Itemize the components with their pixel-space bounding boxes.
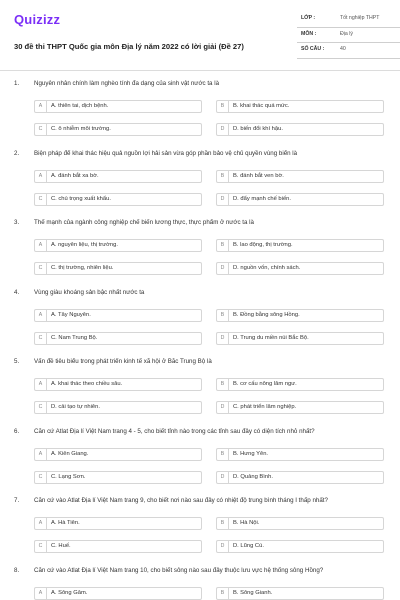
option-c[interactable] — [34, 471, 202, 484]
option-text: C. thị trường, nhiên liệu. — [51, 265, 114, 271]
question-text: Căn cứ vào Atlat Địa lí Việt Nam trang 9, cho biết nơi nào sau đây có nhiệt độ trung bình tháng I thấp nhất? — [34, 497, 328, 504]
option-letter: A — [35, 588, 47, 600]
question-number: 2. — [14, 149, 20, 157]
option-letter: A — [35, 101, 47, 113]
question-number: 3. — [14, 219, 20, 226]
option-letter: A — [35, 449, 47, 461]
option-letter: A — [35, 310, 47, 322]
question-text: Căn cứ vào Atlat Địa lí Việt Nam trang 10, cho biết sông nào sau đây thuộc lưu vực hệ thống sông Hồng? — [34, 566, 324, 574]
meta-key: LỚP : — [301, 15, 316, 21]
option-a[interactable] — [34, 100, 202, 113]
question-text: Nguyên nhân chính làm nghèo tính đa dạng của sinh vật nước ta là — [34, 80, 220, 87]
question-6 — [14, 428, 386, 490]
option-text: A. Sông Gâm. — [51, 589, 88, 596]
option-text: D. đẩy mạnh chế biến. — [233, 195, 292, 202]
option-d[interactable] — [216, 262, 384, 275]
option-text: D. biến đổi khí hậu. — [233, 126, 283, 132]
option-text: A. Kiên Giang. — [51, 450, 89, 457]
option-text: B. Đồng bằng sông Hồng. — [233, 311, 300, 318]
option-d[interactable] — [216, 193, 384, 206]
option-a[interactable] — [34, 517, 202, 530]
question-number: 8. — [14, 566, 20, 574]
meta-value: Tốt nghiệp THPT — [340, 15, 380, 21]
option-text: C. chú trọng xuất khẩu. — [51, 195, 111, 202]
option-text: D. Quảng Bình. — [233, 473, 273, 480]
option-letter: C — [35, 333, 47, 345]
option-text: A. Tây Nguyên. — [51, 311, 91, 318]
option-b[interactable] — [216, 309, 384, 322]
option-letter: A — [35, 379, 47, 391]
question-text: Biện pháp để khai thác hiệu quả nguồn lợi hải sản vừa góp phần bảo vệ chủ quyền vùng biển là — [34, 149, 298, 157]
option-letter: D — [217, 263, 229, 275]
option-text: D. nguồn vốn, chính sách. — [233, 265, 301, 271]
option-d[interactable] — [216, 332, 384, 345]
option-letter: D — [217, 472, 229, 484]
question-7 — [14, 497, 386, 559]
meta-table — [297, 12, 400, 59]
option-d[interactable] — [216, 471, 384, 484]
question-1 — [14, 80, 386, 142]
question-4 — [14, 289, 386, 351]
quizizz-logo: Quizizz — [14, 12, 61, 27]
meta-value: Địa lý — [340, 30, 353, 37]
option-letter: D — [217, 541, 229, 553]
option-d[interactable] — [216, 401, 384, 414]
option-text: C. ô nhiễm môi trường. — [51, 126, 111, 132]
option-text: B. lao động, thị trường. — [233, 242, 293, 248]
option-c[interactable] — [34, 123, 202, 136]
meta-row-grade — [297, 12, 400, 28]
option-a[interactable] — [34, 170, 202, 183]
option-letter: A — [35, 171, 47, 183]
option-letter: D — [217, 333, 229, 345]
option-text: C. phát triển lâm nghiệp. — [233, 404, 297, 410]
option-text: D. Lũng Cú. — [233, 543, 264, 549]
question-8 — [14, 567, 386, 600]
meta-row-subject — [297, 28, 400, 44]
option-a[interactable] — [34, 587, 202, 600]
option-a[interactable] — [34, 309, 202, 322]
option-c[interactable] — [34, 540, 202, 553]
option-letter: C — [35, 541, 47, 553]
option-letter: B — [217, 171, 229, 183]
option-letter: B — [217, 379, 229, 391]
question-number: 1. — [14, 80, 20, 87]
option-d[interactable] — [216, 540, 384, 553]
option-b[interactable] — [216, 170, 384, 183]
option-b[interactable] — [216, 587, 384, 600]
option-text: A. Hà Tiên. — [51, 520, 80, 526]
option-text: B. Hưng Yên. — [233, 450, 269, 457]
option-b[interactable] — [216, 378, 384, 391]
option-letter: B — [217, 101, 229, 113]
option-text: C. Huế. — [51, 543, 71, 549]
option-text: A. khai thác theo chiều sâu. — [51, 381, 123, 387]
meta-row-count — [297, 43, 400, 59]
option-c[interactable] — [34, 332, 202, 345]
question-2 — [14, 150, 386, 212]
question-text: Vấn đề tiêu biểu trong phát triển kinh tế xã hội ở Bắc Trung Bộ là — [34, 358, 212, 365]
option-text: C. Lạng Sơn. — [51, 473, 86, 480]
question-3 — [14, 219, 386, 281]
meta-key: SỐ CÂU : — [301, 46, 325, 52]
option-c[interactable] — [34, 262, 202, 275]
header-divider — [0, 70, 400, 71]
option-letter: A — [35, 518, 47, 530]
question-text: Vùng giàu khoáng sản bậc nhất nước ta — [34, 288, 145, 296]
question-number: 4. — [14, 288, 20, 296]
option-b[interactable] — [216, 100, 384, 113]
option-text: B. Hà Nội. — [233, 520, 260, 526]
option-text: B. cơ cấu nông lâm ngư. — [233, 381, 297, 387]
option-letter: C — [35, 194, 47, 206]
option-text: A. nguyên liệu, thị trường. — [51, 242, 118, 248]
option-text: C. Nam Trung Bộ. — [51, 334, 98, 341]
option-c[interactable] — [34, 193, 202, 206]
option-letter: A — [35, 240, 47, 252]
page-title: 30 đề thi THPT Quốc gia môn Địa lý năm 2022 có lời giải (Đề 27) — [14, 42, 244, 51]
option-text: B. khai thác quá mức. — [233, 103, 290, 109]
question-number: 5. — [14, 358, 20, 365]
option-c[interactable] — [34, 401, 202, 414]
option-letter: C — [35, 402, 47, 414]
option-letter: B — [217, 449, 229, 461]
option-d[interactable] — [216, 123, 384, 136]
question-text: Thế mạnh của ngành công nghiệp chế biến lương thực, thực phẩm ở nước ta là — [34, 219, 254, 226]
option-a[interactable] — [34, 239, 202, 252]
meta-value: 40 — [340, 46, 346, 52]
question-number: 7. — [14, 497, 20, 504]
option-text: B. đánh bắt ven bờ. — [233, 172, 284, 179]
option-text: D. Trung du miền núi Bắc Bộ. — [233, 334, 309, 341]
option-text: D. cải tạo tự nhiên. — [51, 404, 100, 410]
worksheet-header — [14, 12, 386, 64]
option-text: B. Sông Gianh. — [233, 589, 273, 596]
option-text: A. đánh bắt xa bờ. — [51, 172, 99, 179]
option-b[interactable] — [216, 448, 384, 461]
question-5 — [14, 358, 386, 420]
option-letter: D — [217, 402, 229, 414]
option-letter: B — [217, 310, 229, 322]
option-text: A. thiên tai, dịch bệnh. — [51, 103, 109, 109]
option-letter: C — [35, 472, 47, 484]
option-a[interactable] — [34, 448, 202, 461]
option-letter: D — [217, 194, 229, 206]
question-number: 6. — [14, 427, 20, 435]
option-letter: B — [217, 588, 229, 600]
option-letter: B — [217, 240, 229, 252]
option-letter: B — [217, 518, 229, 530]
question-text: Căn cứ Atlat Địa lí Việt Nam trang 4 - 5, cho biết tỉnh nào trong các tỉnh sau đây có diện tích nhỏ nhất? — [34, 427, 315, 435]
option-letter: C — [35, 124, 47, 136]
option-b[interactable] — [216, 517, 384, 530]
meta-key: MÔN : — [301, 30, 317, 37]
option-b[interactable] — [216, 239, 384, 252]
option-a[interactable] — [34, 378, 202, 391]
option-letter: D — [217, 124, 229, 136]
option-letter: C — [35, 263, 47, 275]
